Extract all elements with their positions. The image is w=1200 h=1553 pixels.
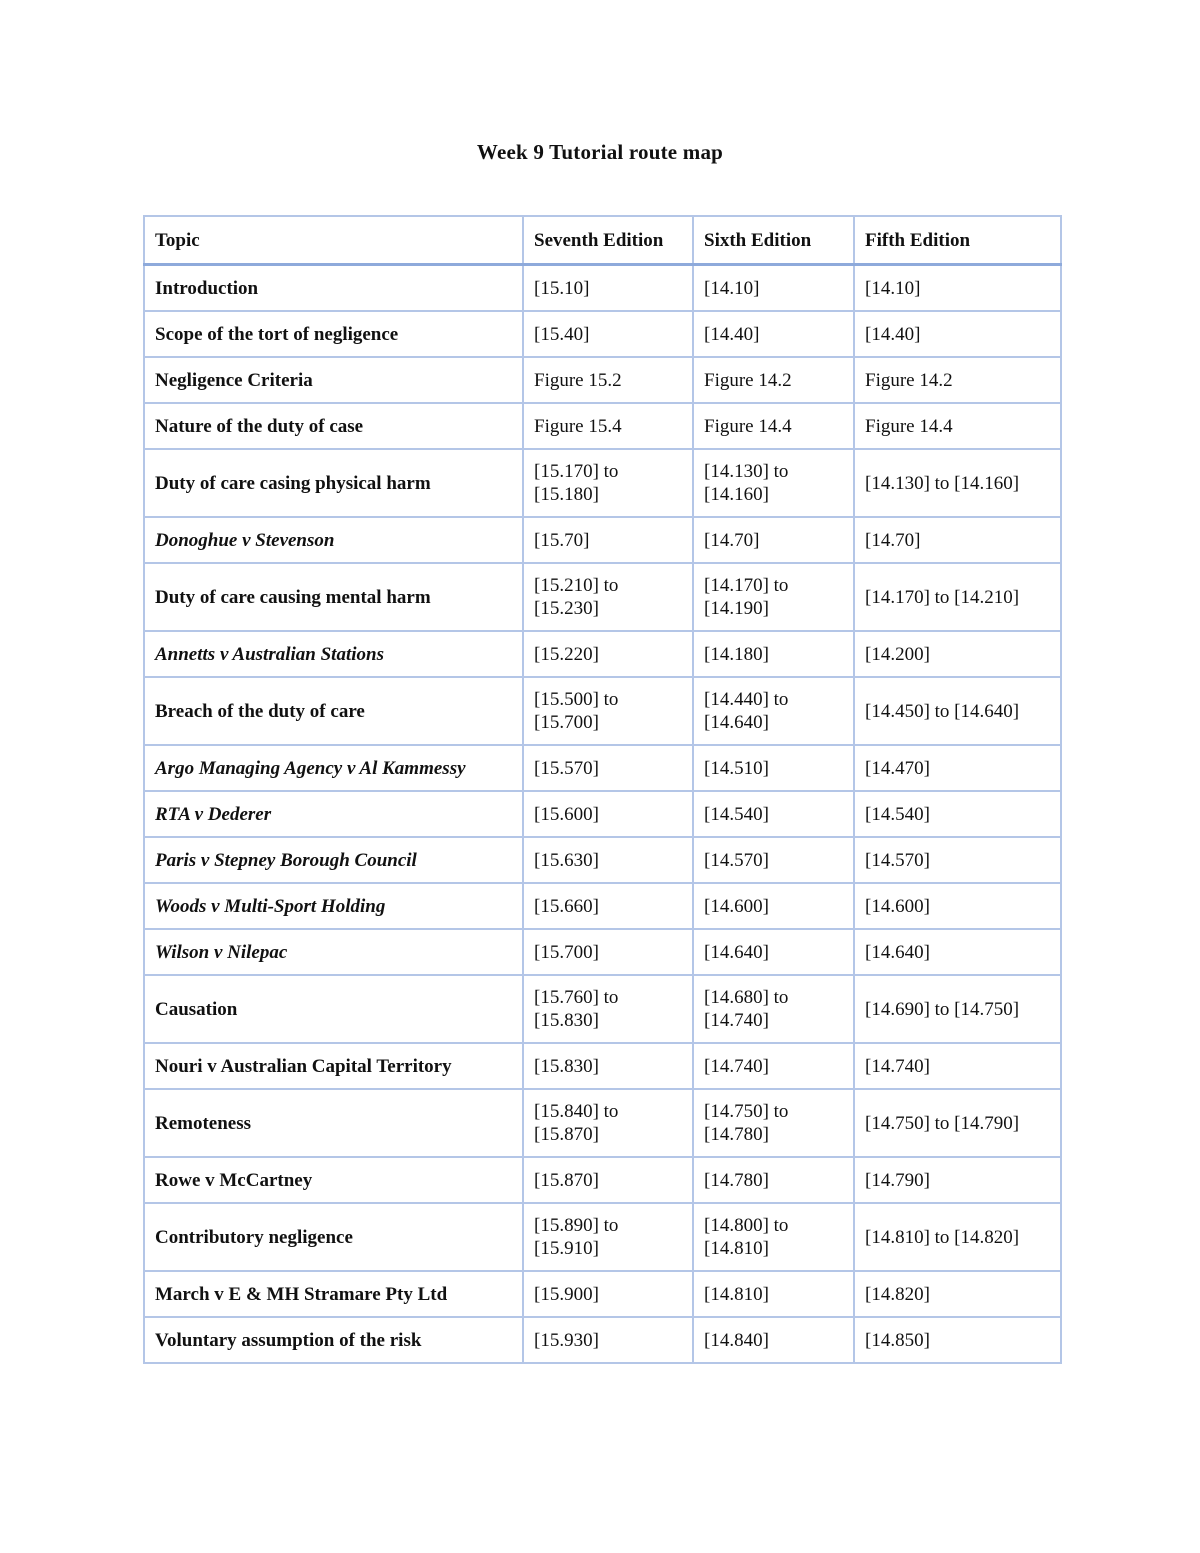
- topic-cell: Remoteness: [144, 1089, 523, 1157]
- sixth-edition-cell: [14.750] to [14.780]: [693, 1089, 854, 1157]
- fifth-edition-cell: [14.850]: [854, 1317, 1061, 1363]
- seventh-edition-cell: [15.220]: [523, 631, 693, 677]
- sixth-edition-cell: [14.440] to [14.640]: [693, 677, 854, 745]
- seventh-edition-cell: [15.570]: [523, 745, 693, 791]
- table-row: [144, 929, 1061, 975]
- table-row: [144, 677, 1061, 745]
- seventh-edition-cell: [15.500] to [15.700]: [523, 677, 693, 745]
- sixth-edition-cell: Figure 14.2: [693, 357, 854, 403]
- table-row: [144, 403, 1061, 449]
- fifth-edition-cell: [14.70]: [854, 517, 1061, 563]
- table-row: [144, 1043, 1061, 1089]
- sixth-edition-cell: [14.40]: [693, 311, 854, 357]
- topic-cell: March v E & MH Stramare Pty Ltd: [144, 1271, 523, 1317]
- sixth-edition-cell: [14.780]: [693, 1157, 854, 1203]
- table-row: [144, 1317, 1061, 1363]
- seventh-edition-cell: [15.890] to [15.910]: [523, 1203, 693, 1271]
- topic-cell: Argo Managing Agency v Al Kammessy: [144, 745, 523, 791]
- header-sixth-edition: Sixth Edition: [693, 216, 854, 265]
- topic-cell: Contributory negligence: [144, 1203, 523, 1271]
- fifth-edition-cell: [14.640]: [854, 929, 1061, 975]
- fifth-edition-cell: [14.570]: [854, 837, 1061, 883]
- header-row: [144, 216, 1061, 265]
- fifth-edition-cell: [14.540]: [854, 791, 1061, 837]
- page-title: Week 9 Tutorial route map: [476, 140, 724, 164]
- seventh-edition-cell: [15.840] to [15.870]: [523, 1089, 693, 1157]
- topic-cell: Duty of care casing physical harm: [144, 449, 523, 517]
- topic-cell: Negligence Criteria: [144, 357, 523, 403]
- seventh-edition-cell: Figure 15.4: [523, 403, 693, 449]
- table-row: [144, 517, 1061, 563]
- header-seventh-edition: Seventh Edition: [523, 216, 693, 265]
- topic-cell: Wilson v Nilepac: [144, 929, 523, 975]
- sixth-edition-cell: [14.70]: [693, 517, 854, 563]
- seventh-edition-cell: [15.600]: [523, 791, 693, 837]
- table-row: [144, 563, 1061, 631]
- table-row: [144, 631, 1061, 677]
- table-row: [144, 449, 1061, 517]
- fifth-edition-cell: [14.790]: [854, 1157, 1061, 1203]
- seventh-edition-cell: [15.70]: [523, 517, 693, 563]
- fifth-edition-cell: Figure 14.4: [854, 403, 1061, 449]
- table-row: [144, 1089, 1061, 1157]
- seventh-edition-cell: [15.40]: [523, 311, 693, 357]
- sixth-edition-cell: [14.130] to [14.160]: [693, 449, 854, 517]
- route-map-table: [143, 215, 1062, 1364]
- seventh-edition-cell: [15.830]: [523, 1043, 693, 1089]
- table-row: [144, 1271, 1061, 1317]
- table-body: [144, 265, 1061, 1364]
- seventh-edition-cell: [15.210] to [15.230]: [523, 563, 693, 631]
- topic-cell: Duty of care causing mental harm: [144, 563, 523, 631]
- sixth-edition-cell: [14.680] to [14.740]: [693, 975, 854, 1043]
- topic-cell: Breach of the duty of care: [144, 677, 523, 745]
- topic-cell: Nature of the duty of case: [144, 403, 523, 449]
- fifth-edition-cell: [14.810] to [14.820]: [854, 1203, 1061, 1271]
- seventh-edition-cell: [15.660]: [523, 883, 693, 929]
- fifth-edition-cell: [14.750] to [14.790]: [854, 1089, 1061, 1157]
- topic-cell: Woods v Multi-Sport Holding: [144, 883, 523, 929]
- header-topic: Topic: [144, 216, 523, 265]
- fifth-edition-cell: [14.470]: [854, 745, 1061, 791]
- topic-cell: Annetts v Australian Stations: [144, 631, 523, 677]
- fifth-edition-cell: [14.40]: [854, 311, 1061, 357]
- sixth-edition-cell: [14.640]: [693, 929, 854, 975]
- topic-cell: Donoghue v Stevenson: [144, 517, 523, 563]
- seventh-edition-cell: [15.170] to [15.180]: [523, 449, 693, 517]
- table-row: [144, 1157, 1061, 1203]
- topic-cell: RTA v Dederer: [144, 791, 523, 837]
- seventh-edition-cell: [15.930]: [523, 1317, 693, 1363]
- table-row: [144, 837, 1061, 883]
- fifth-edition-cell: [14.450] to [14.640]: [854, 677, 1061, 745]
- topic-cell: Causation: [144, 975, 523, 1043]
- topic-cell: Rowe v McCartney: [144, 1157, 523, 1203]
- sixth-edition-cell: [14.600]: [693, 883, 854, 929]
- sixth-edition-cell: [14.810]: [693, 1271, 854, 1317]
- seventh-edition-cell: [15.700]: [523, 929, 693, 975]
- seventh-edition-cell: [15.630]: [523, 837, 693, 883]
- table-row: [144, 1203, 1061, 1271]
- fifth-edition-cell: [14.600]: [854, 883, 1061, 929]
- fifth-edition-cell: [14.690] to [14.750]: [854, 975, 1061, 1043]
- table-row: [144, 883, 1061, 929]
- fifth-edition-cell: [14.130] to [14.160]: [854, 449, 1061, 517]
- topic-cell: Scope of the tort of negligence: [144, 311, 523, 357]
- table-row: [144, 311, 1061, 357]
- fifth-edition-cell: [14.740]: [854, 1043, 1061, 1089]
- table-row: [144, 791, 1061, 837]
- topic-cell: Paris v Stepney Borough Council: [144, 837, 523, 883]
- seventh-edition-cell: [15.900]: [523, 1271, 693, 1317]
- fifth-edition-cell: [14.200]: [854, 631, 1061, 677]
- sixth-edition-cell: [14.800] to [14.810]: [693, 1203, 854, 1271]
- sixth-edition-cell: [14.540]: [693, 791, 854, 837]
- fifth-edition-cell: Figure 14.2: [854, 357, 1061, 403]
- seventh-edition-cell: Figure 15.2: [523, 357, 693, 403]
- topic-cell: Voluntary assumption of the risk: [144, 1317, 523, 1363]
- table-row: [144, 975, 1061, 1043]
- seventh-edition-cell: [15.10]: [523, 265, 693, 312]
- table-row: [144, 357, 1061, 403]
- seventh-edition-cell: [15.870]: [523, 1157, 693, 1203]
- sixth-edition-cell: [14.180]: [693, 631, 854, 677]
- topic-cell: Introduction: [144, 265, 523, 312]
- sixth-edition-cell: [14.10]: [693, 265, 854, 312]
- fifth-edition-cell: [14.170] to [14.210]: [854, 563, 1061, 631]
- seventh-edition-cell: [15.760] to [15.830]: [523, 975, 693, 1043]
- header-fifth-edition: Fifth Edition: [854, 216, 1061, 265]
- table-row: [144, 265, 1061, 312]
- table-row: [144, 745, 1061, 791]
- sixth-edition-cell: Figure 14.4: [693, 403, 854, 449]
- fifth-edition-cell: [14.820]: [854, 1271, 1061, 1317]
- sixth-edition-cell: [14.170] to [14.190]: [693, 563, 854, 631]
- sixth-edition-cell: [14.510]: [693, 745, 854, 791]
- sixth-edition-cell: [14.840]: [693, 1317, 854, 1363]
- sixth-edition-cell: [14.740]: [693, 1043, 854, 1089]
- topic-cell: Nouri v Australian Capital Territory: [144, 1043, 523, 1089]
- fifth-edition-cell: [14.10]: [854, 265, 1061, 312]
- sixth-edition-cell: [14.570]: [693, 837, 854, 883]
